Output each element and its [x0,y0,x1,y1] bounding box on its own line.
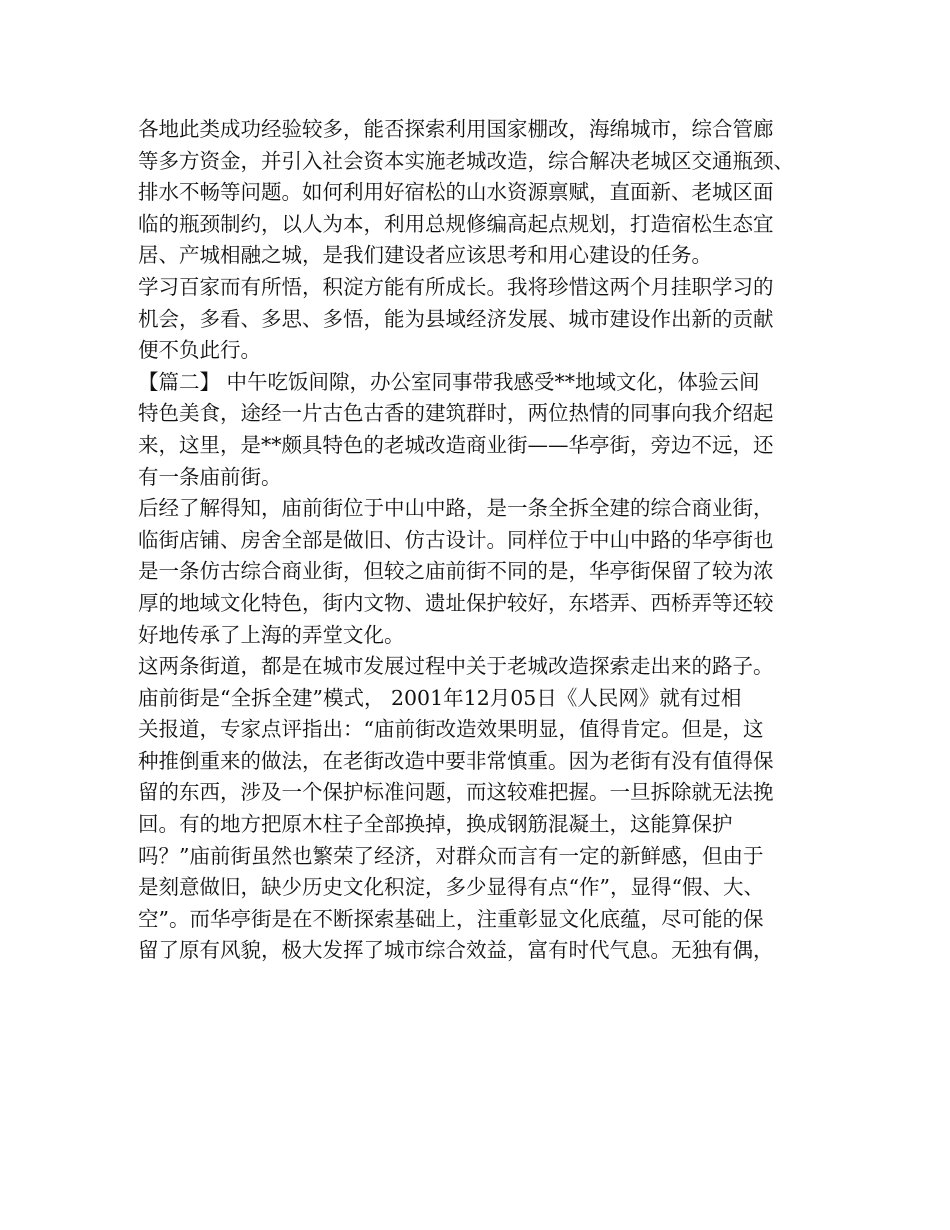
text-line: 便不负此行。 [138,338,261,363]
text-line: 有一条庙前街。 [138,464,282,489]
text-line: 临街店铺、房舍全部是做旧、仿古设计。同样位于中山中路的华亭街也 [138,527,774,552]
text-line: 机会，多看、多思、多悟，能为县域经济发展、城市建设作出新的贡献 [138,306,774,331]
text-line: 各地此类成功经验较多，能否探索利用国家棚改，海绵城市，综合管廊 [138,117,774,141]
text-line: 吗？”庙前街虽然也繁荣了经济，对群众而言有一定的新鲜感，但由于 [138,843,764,868]
text-line: 临的瓶颈制约，以人为本，利用总规修编高起点规划，打造宿松生态宜 [138,211,774,236]
text-line: 这两条街道，都是在城市发展过程中关于老城改造探索走出来的路子。 [138,654,774,679]
text-line: 是一条仿古综合商业街，但较之庙前街不同的是，华亭街保留了较为浓 [138,559,774,584]
text-line: 来，这里，是**颇具特色的老城改造商业街——华亭街，旁边不远，还 [138,432,774,457]
text-line: 居、产城相融之城，是我们建设者应该思考和用心建设的任务。 [138,243,712,268]
text-line: 关报道，专家点评指出：“庙前街改造效果明显，值得肯定。但是，这 [138,717,764,742]
text-line: 回。有的地方把原木柱子全部换掉，换成钢筋混凝土，这能算保护 [138,812,733,837]
text-line: 等多方资金，并引入社会资本实施老城改造，综合解决老城区交通瓶颈、 [138,148,794,173]
text-line: 种推倒重来的做法，在老街改造中要非常慎重。因为老街有没有值得保 [138,748,774,773]
text-line: 学习百家而有所悟，积淀方能有所成长。我将珍惜这两个月挂职学习的 [138,274,774,299]
text-line: 庙前街是“全拆全建”模式， 2001年12月05日《人民网》就有过相 [138,685,742,710]
text-line: 排水不畅等问题。如何利用好宿松的山水资源禀赋，直面新、老城区面 [138,180,774,205]
text-line: 厚的地域文化特色，街内文物、遗址保护较好，东塔弄、西桥弄等还较 [138,590,774,615]
text-line: 好地传承了上海的弄堂文化。 [138,622,405,647]
text-line: 留了原有风貌，极大发挥了城市综合效益，富有时代气息。无独有偶， [138,938,774,963]
text-line: 后经了解得知，庙前街位于中山中路，是一条全拆全建的综合商业街， [138,496,774,521]
text-line: 留的东西，涉及一个保护标准问题，而这较难把握。一旦拆除就无法挽 [138,780,774,805]
section-heading-line: 【篇二】 中午吃饭间隙，办公室同事带我感受**地域文化，体验云间 [138,369,760,394]
text-line: 特色美食，途经一片古色古香的建筑群时，两位热情的同事向我介绍起 [138,401,774,426]
document-body [138,114,828,967]
text-line: 空”。而华亭街是在不断探索基础上，注重彰显文化底蕴，尽可能的保 [138,906,764,931]
text-line: 是刻意做旧，缺少历史文化积淀，多少显得有点“作”，显得“假、大、 [138,875,764,900]
